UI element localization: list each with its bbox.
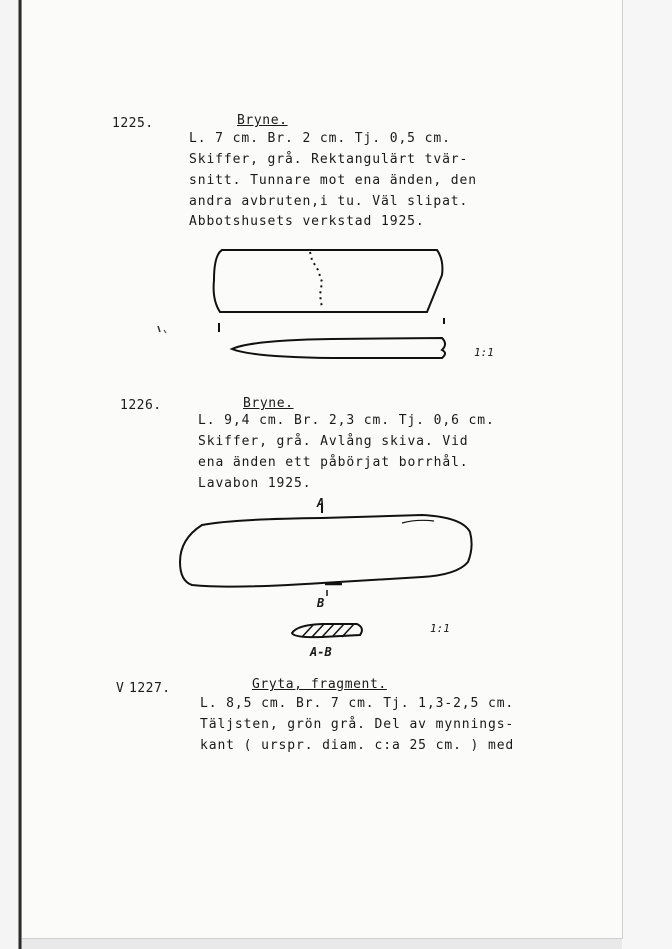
entry-text-line: Täljsten, grön grå. Del av mynnings- <box>200 717 515 732</box>
section-label: A-B <box>310 645 332 659</box>
entry-title: Bryne. <box>243 396 294 411</box>
entry-text-line: L. 7 cm. Br. 2 cm. Tj. 0,5 cm. <box>189 131 451 146</box>
document-page <box>22 0 623 939</box>
scale-label: 1:1 <box>430 622 450 635</box>
entry-text-line: snitt. Tunnare mot ena änden, den <box>189 173 477 188</box>
entry-number: 1226. <box>120 398 162 413</box>
section-marker-b: B <box>317 596 325 610</box>
scale-label: 1:1 <box>474 346 494 359</box>
whetstone-1225-svg <box>152 240 492 365</box>
entry-number: 1227. <box>129 681 171 696</box>
entry-text-line: andra avbruten,i tu. Väl slipat. <box>189 194 469 209</box>
entry-text-line: L. 8,5 cm. Br. 7 cm. Tj. 1,3-2,5 cm. <box>200 696 515 711</box>
check-mark: V <box>116 681 125 696</box>
entry-title: Bryne. <box>237 113 288 128</box>
entry-text-line: L. 9,4 cm. Br. 2,3 cm. Tj. 0,6 cm. <box>198 413 495 428</box>
entry-text-line: Skiffer, grå. Rektangulärt tvär- <box>189 152 469 167</box>
entry-text-line: Abbotshusets verkstad 1925. <box>189 214 425 229</box>
entry-text-line: Skiffer, grå. Avlång skiva. Vid <box>198 434 469 449</box>
entry-title: Gryta, fragment. <box>252 677 387 692</box>
entry-text-line: ena änden ett påbörjat borrhål. <box>198 455 469 470</box>
entry-text-line: Lavabon 1925. <box>198 476 312 491</box>
page-right-margin <box>622 0 672 949</box>
whetstone-1225-drawing <box>152 240 492 365</box>
entry-text-line: kant ( urspr. diam. c:a 25 cm. ) med <box>200 738 515 753</box>
binding-edge <box>0 0 22 949</box>
section-marker-a: A <box>317 496 325 510</box>
entry-number: 1225. <box>112 116 154 131</box>
